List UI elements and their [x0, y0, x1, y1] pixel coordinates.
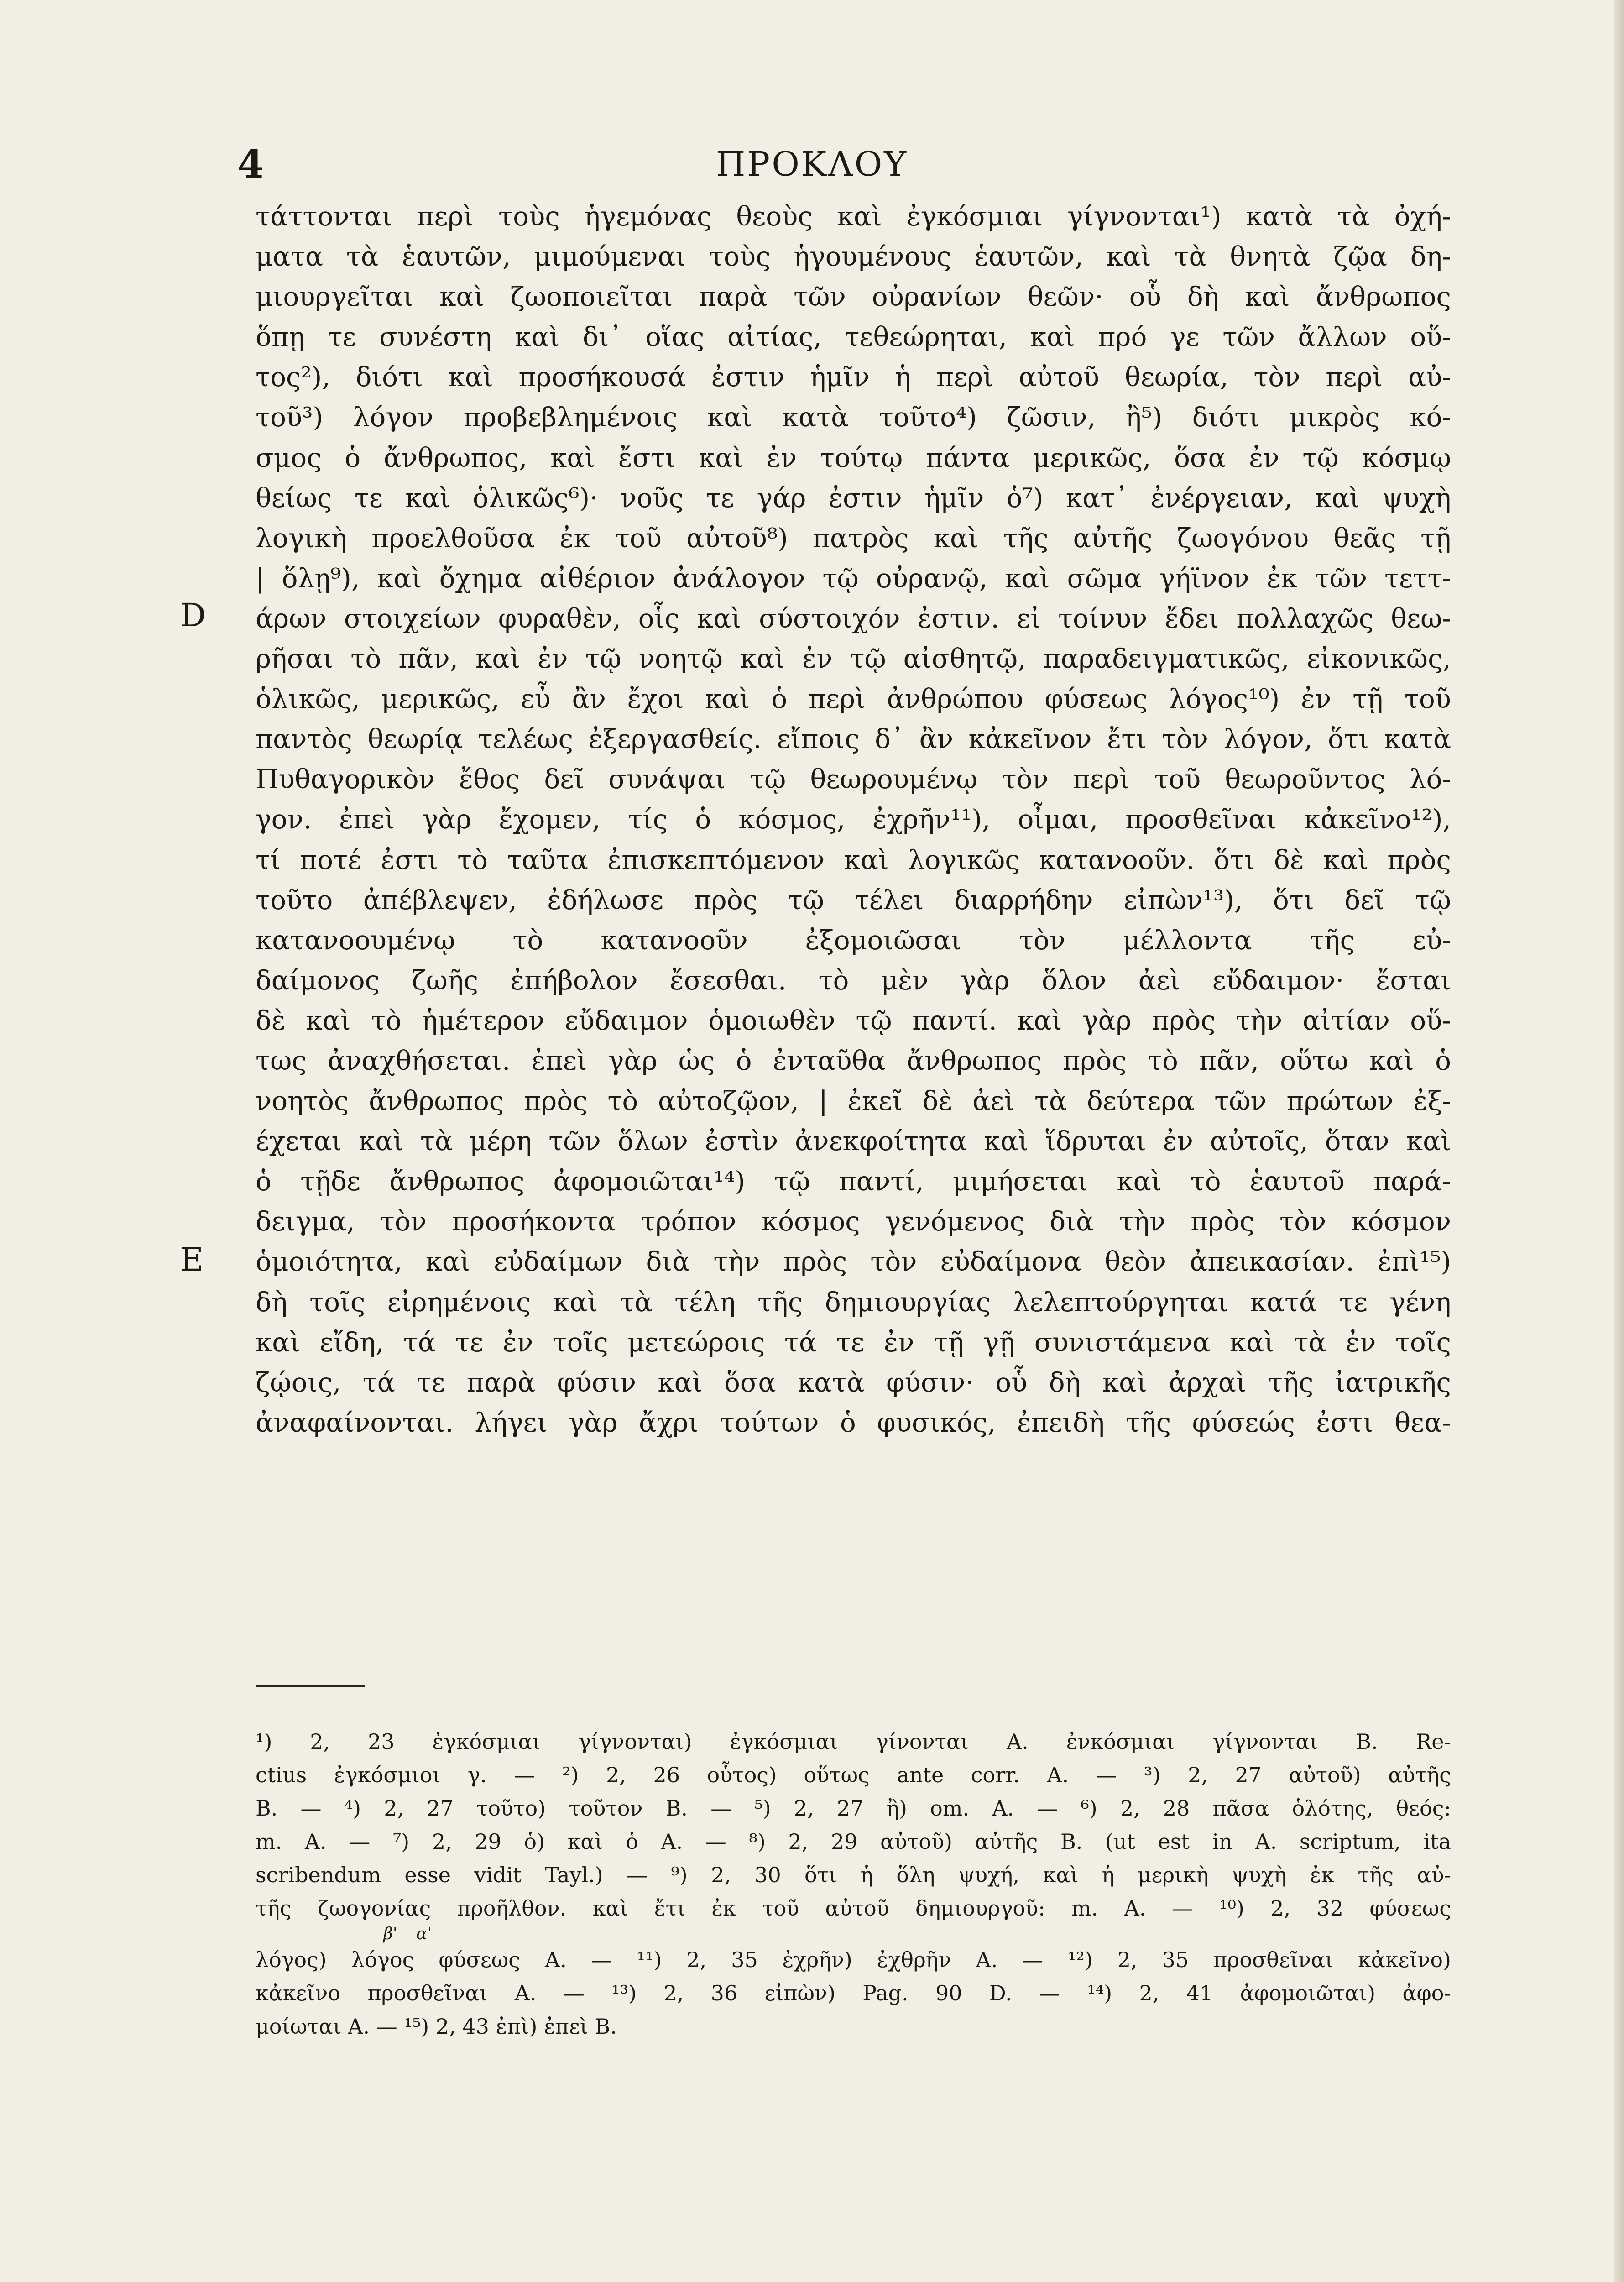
- text-line: ἀναφαίνονται. λήγει γὰρ ἄχρι τούτων ὁ φυσικός, ἐπειδὴ τῆς φύσεώς ἐστι θεα-: [256, 1407, 1451, 1438]
- text-line: ὁμοιότητα, καὶ εὐδαίμων διὰ τὴν πρὸς τὸν εὐδαίμονα θεὸν ἀπεικασίαν. ἐπὶ¹⁵): [256, 1246, 1451, 1277]
- text-line: ζῴοις, τά τε παρὰ φύσιν καὶ ὅσα κατὰ φύσιν· οὗ δὴ καὶ ἀρχαὶ τῆς ἰατρικῆς: [256, 1366, 1451, 1398]
- text-line: | ὅλῃ⁹), καὶ ὄχημα αἰθέριον ἀνάλογον τῷ οὐρανῷ, καὶ σῶμα γήϊνον ἐκ τῶν τεττ-: [256, 562, 1451, 594]
- text-line: νοητὸς ἄνθρωπος πρὸς τὸ αὐτοζῷον, | ἐκεῖ δὲ ἀεὶ τὰ δεύτερα τῶν πρώτων ἐξ-: [256, 1085, 1451, 1117]
- footnote-line: λόγος) λόγος φύσεως A. — ¹¹) 2, 35 ἐχρῆν) ἐχθρῆν A. — ¹²) 2, 35 προσθεῖναι κἀκεῖνο): [256, 1947, 1451, 1972]
- text-line: ματα τὰ ἑαυτῶν, μιμούμεναι τοὺς ἡγουμένους ἑαυτῶν, καὶ τὰ θνητὰ ζῷα δη-: [256, 241, 1451, 272]
- page-header: [0, 137, 1624, 192]
- page-number: 4: [237, 141, 264, 187]
- footnote-rule: [256, 1685, 365, 1687]
- footnote-superscript-row: [256, 1925, 1451, 1943]
- footnote-line: κἀκεῖνο προσθεῖναι A. — ¹³) 2, 36 εἰπὼν) Pag. 90 D. — ¹⁴) 2, 41 ἀφομοιῶται) ἀφο-: [256, 1981, 1451, 2005]
- main-text: [256, 196, 1451, 1443]
- footnote-sup-beta: β': [383, 1925, 397, 1943]
- text-line: δαίμονος ζωῆς ἐπήβολον ἔσεσθαι. τὸ μὲν γὰρ ὅλον ἀεὶ εὔδαιμον· ἔσται: [256, 964, 1451, 996]
- text-line: ὅπῃ τε συνέστη καὶ δι᾽ οἵας αἰτίας, τεθεώρηται, καὶ πρό γε τῶν ἄλλων οὕ-: [256, 321, 1451, 353]
- footnotes: [256, 1725, 1451, 2043]
- text-line: δὲ καὶ τὸ ἡμέτερον εὔδαιμον ὁμοιωθὲν τῷ παντί. καὶ γὰρ πρὸς τὴν αἰτίαν οὕ-: [256, 1005, 1451, 1036]
- footnote-sup-alpha: α': [416, 1925, 432, 1943]
- margin-mark-e: E: [180, 1241, 204, 1278]
- text-line: λογικὴ προελθοῦσα ἐκ τοῦ αὐτοῦ⁸) πατρὸς καὶ τῆς αὐτῆς ζωογόνου θεᾶς τῇ: [256, 522, 1451, 554]
- text-line: ρῆσαι τὸ πᾶν, καὶ ἐν τῷ νοητῷ καὶ ἐν τῷ αἰσθητῷ, παραδειγματικῶς, εἰκονικῶς,: [256, 643, 1451, 675]
- text-line: σμος ὁ ἄνθρωπος, καὶ ἔστι καὶ ἐν τούτῳ πάντα μερικῶς, ὅσα ἐν τῷ κόσμῳ: [256, 442, 1451, 473]
- text-line: παντὸς θεωρίᾳ τελέως ἐξεργασθείς. εἴποις δ᾽ ἂν κἀκεῖνον ἔτι τὸν λόγον, ὅτι κατὰ: [256, 723, 1451, 755]
- text-line: θείως τε καὶ ὁλικῶς⁶)· νοῦς τε γάρ ἐστιν ἡμῖν ὁ⁷) κατ᾽ ἐνέργειαν, καὶ ψυχὴ: [256, 482, 1451, 513]
- text-line: ὁ τῇδε ἄνθρωπος ἀφομοιῶται¹⁴) τῷ παντί, μιμήσεται καὶ τὸ ἑαυτοῦ παρά-: [256, 1166, 1451, 1197]
- text-line: τί ποτέ ἐστι τὸ ταῦτα ἐπισκεπτόμενον καὶ λογικῶς κατανοοῦν. ὅτι δὲ καὶ πρὸς: [256, 844, 1451, 875]
- text-line: δὴ τοῖς εἰρημένοις καὶ τὰ τέλη τῆς δημιουργίας λελεπτούργηται κατά τε γένη: [256, 1286, 1451, 1318]
- text-line: έχεται καὶ τὰ μέρη τῶν ὅλων ἐστὶν ἀνεκφοίτητα καὶ ἵδρυται ἐν αὐτοῖς, ὅταν καὶ: [256, 1125, 1451, 1157]
- footnote-line: scribendum esse vidit Tayl.) — ⁹) 2, 30 ὅτι ἡ ὅλη ψυχή, καὶ ἡ μερικὴ ψυχὴ ἐκ τῆς αὐ-: [256, 1863, 1451, 1887]
- footnote-line: ¹) 2, 23 ἐγκόσμιαι γίγνονται) ἐγκόσμιαι γίνονται A. ἐνκόσμιαι γίγνονται B. Re-: [256, 1729, 1451, 1754]
- text-line: ὁλικῶς, μερικῶς, εὖ ἂν ἔχοι καὶ ὁ περὶ ἀνθρώπου φύσεως λόγος¹⁰) ἐν τῇ τοῦ: [256, 683, 1451, 715]
- text-line: τάττονται περὶ τοὺς ἡγεμόνας θεοὺς καὶ ἐγκόσμιαι γίγνονται¹) κατὰ τὰ ὀχή-: [256, 201, 1451, 232]
- text-line: καὶ εἴδη, τά τε ἐν τοῖς μετεώροις τά τε ἐν τῇ γῇ συνιστάμενα καὶ τὰ ἐν τοῖς: [256, 1326, 1451, 1358]
- text-line: τος²), διότι καὶ προσήκουσά ἐστιν ἡμῖν ἡ περὶ αὐτοῦ θεωρία, τὸν περὶ αὐ-: [256, 361, 1451, 393]
- text-line: τως ἀναχθήσεται. ἐπεὶ γὰρ ὡς ὁ ἐνταῦθα ἄνθρωπος πρὸς τὸ πᾶν, οὕτω καὶ ὁ: [256, 1045, 1451, 1076]
- page-edge-shadow: [1614, 0, 1624, 2282]
- footnote-line: m. A. — ⁷) 2, 29 ὁ) καὶ ὁ A. — ⁸) 2, 29 αὐτοῦ) αὐτῆς B. (ut est in A. scriptum, ita: [256, 1829, 1451, 1854]
- footnote-line: B. — ⁴) 2, 27 τοῦτο) τοῦτον B. — ⁵) 2, 27 ἢ) om. A. — ⁶) 2, 28 πᾶσα ὁλότης, θεός:: [256, 1796, 1451, 1821]
- margin-mark-d: D: [180, 597, 206, 634]
- text-line: κατανοουμένῳ τὸ κατανοοῦν ἐξομοιῶσαι τὸν μέλλοντα τῆς εὐ-: [256, 924, 1451, 956]
- text-line: γον. ἐπεὶ γὰρ ἔχομεν, τίς ὁ κόσμος, ἐχρῆν¹¹), οἶμαι, προσθεῖναι κἀκεῖνο¹²),: [256, 804, 1451, 835]
- text-line: Πυθαγορικὸν ἔθος δεῖ συνάψαι τῷ θεωρουμένῳ τὸν περὶ τοῦ θεωροῦντος λό-: [256, 764, 1451, 795]
- text-line: τοῦτο ἀπέβλεψεν, ἐδήλωσε πρὸς τῷ τέλει διαρρήδην εἰπὼν¹³), ὅτι δεῖ τῷ: [256, 884, 1451, 916]
- text-line: άρων στοιχείων φυραθὲν, οἷς καὶ σύστοιχόν ἐστιν. εἰ τοίνυν ἔδει πολλαχῶς θεω-: [256, 602, 1451, 634]
- text-line: δειγμα, τὸν προσήκοντα τρόπον κόσμος γενόμενος διὰ τὴν πρὸς τὸν κόσμον: [256, 1206, 1451, 1237]
- footnote-line: τῆς ζωογονίας προῆλθον. καὶ ἔτι ἐκ τοῦ αὐτοῦ δημιουργοῦ: m. A. — ¹⁰) 2, 32 φύσεως: [256, 1896, 1451, 1921]
- text-line: μιουργεῖται καὶ ζωοποιεῖται παρὰ τῶν οὐρανίων θεῶν· οὗ δὴ καὶ ἄνθρωπος: [256, 281, 1451, 313]
- text-line: τοῦ³) λόγον προβεβλημένοις καὶ κατὰ τοῦτο⁴) ζῶσιν, ἢ⁵) διότι μικρὸς κό-: [256, 402, 1451, 433]
- running-title: ΠΡΟΚΛΟΥ: [715, 145, 909, 184]
- footnote-line: ctius ἐγκόσμιοι γ. — ²) 2, 26 οὗτος) οὕτως ante corr. A. — ³) 2, 27 αὐτοῦ) αὐτῆς: [256, 1763, 1451, 1787]
- footnote-line: μοίωται A. — ¹⁵) 2, 43 ἐπὶ) ἐπεὶ B.: [256, 2014, 617, 2039]
